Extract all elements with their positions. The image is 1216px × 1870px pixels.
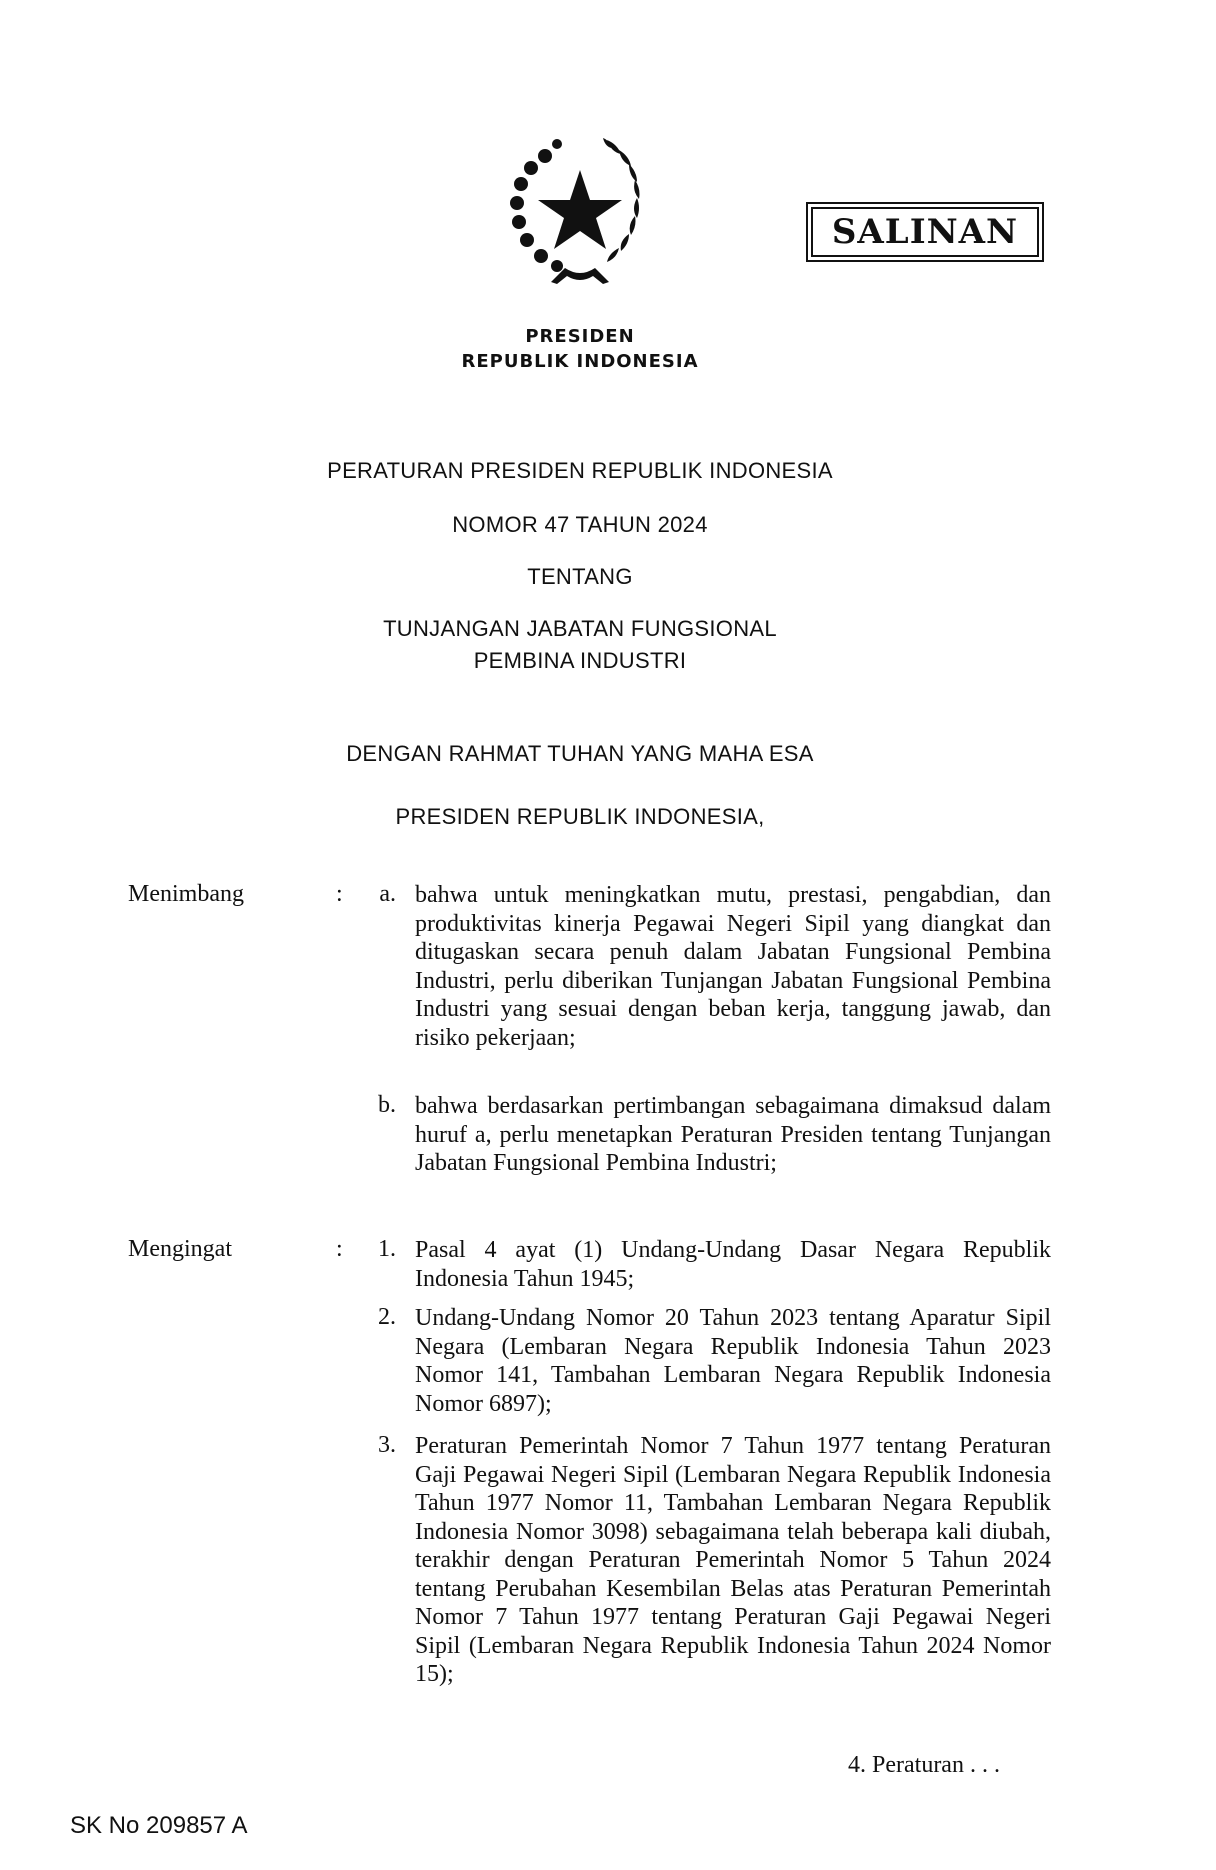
salinan-stamp <box>806 202 1044 262</box>
org-line-republik: REPUBLIK INDONESIA <box>461 351 699 372</box>
menimbang-marker-b: b. <box>378 1092 396 1118</box>
menimbang-label: Menimbang <box>128 881 244 907</box>
president-line: PRESIDEN REPUBLIK INDONESIA, <box>395 804 765 829</box>
presidential-emblem-icon <box>495 128 665 298</box>
doc-subject-line-1: TUNJANGAN JABATAN FUNGSIONAL <box>383 616 777 641</box>
doc-tentang-line: TENTANG <box>527 564 633 589</box>
mengingat-marker-3: 3. <box>378 1432 396 1458</box>
org-line-presiden: PRESIDEN <box>525 326 635 347</box>
mengingat-item-2: Undang-Undang Nomor 20 Tahun 2023 tentang Aparatur Sipil Negara (Lembaran Negara Republik Indonesia Tahun 2023 Nomor 141, Tambahan Lembaran Negara Republik Indonesia Nomor 6897); <box>415 1305 1051 1417</box>
mengingat-marker-1: 1. <box>378 1236 396 1262</box>
invocation-line: DENGAN RAHMAT TUHAN YANG MAHA ESA <box>346 741 814 766</box>
menimbang-marker-a: a. <box>379 881 396 907</box>
doc-title-line: PERATURAN PRESIDEN REPUBLIK INDONESIA <box>327 458 833 483</box>
stamp-text: SALINAN <box>811 207 1039 257</box>
mengingat-colon: : <box>336 1236 343 1262</box>
menimbang-item-a: bahwa untuk meningkatkan mutu, prestasi, pengabdian, dan produktivitas kinerja Pegawai Negeri Sipil yang diangkat dan ditugaskan secara penuh dalam Jabatan Fungsional Pembina Industri, perlu diberikan Tunjangan Jabatan Fungsional Pembina Industri yang sesuai dengan beban kerja, tanggung jawab, dan risiko pekerjaan; <box>415 882 1051 1051</box>
mengingat-item-3: Peraturan Pemerintah Nomor 7 Tahun 1977 tentang Peraturan Gaji Pegawai Negeri Sipil (Lembaran Negara Republik Indonesia Tahun 1977 Nomor 11, Tambahan Lembaran Negara Republik Indonesia Nomor 3098) sebagaimana telah beberapa kali diubah, terakhir dengan Peraturan Pemerintah Nomor 5 Tahun 2024 tentang Perubahan Kesembilan Belas atas Peraturan Pemerintah Nomor 7 Tahun 1977 tentang Peraturan Gaji Pegawai Negeri Sipil (Lembaran Negara Republik Indonesia Tahun 2024 Nomor 15); <box>415 1433 1051 1687</box>
mengingat-item-1: Pasal 4 ayat (1) Undang-Undang Dasar Negara Republik Indonesia Tahun 1945; <box>415 1237 1051 1292</box>
doc-subject-line-2: PEMBINA INDUSTRI <box>473 648 687 673</box>
menimbang-item-b: bahwa berdasarkan pertimbangan sebagaimana dimaksud dalam huruf a, perlu menetapkan Peraturan Presiden tentang Tunjangan Jabatan Fungsional Pembina Industri; <box>415 1093 1051 1176</box>
next-page-catchword: 4. Peraturan . . . <box>848 1752 1000 1778</box>
mengingat-marker-2: 2. <box>378 1304 396 1330</box>
sk-number: SK No 209857 A <box>70 1812 248 1839</box>
mengingat-label: Mengingat <box>128 1236 232 1262</box>
doc-number-line: NOMOR 47 TAHUN 2024 <box>452 512 708 537</box>
menimbang-colon: : <box>336 881 343 907</box>
